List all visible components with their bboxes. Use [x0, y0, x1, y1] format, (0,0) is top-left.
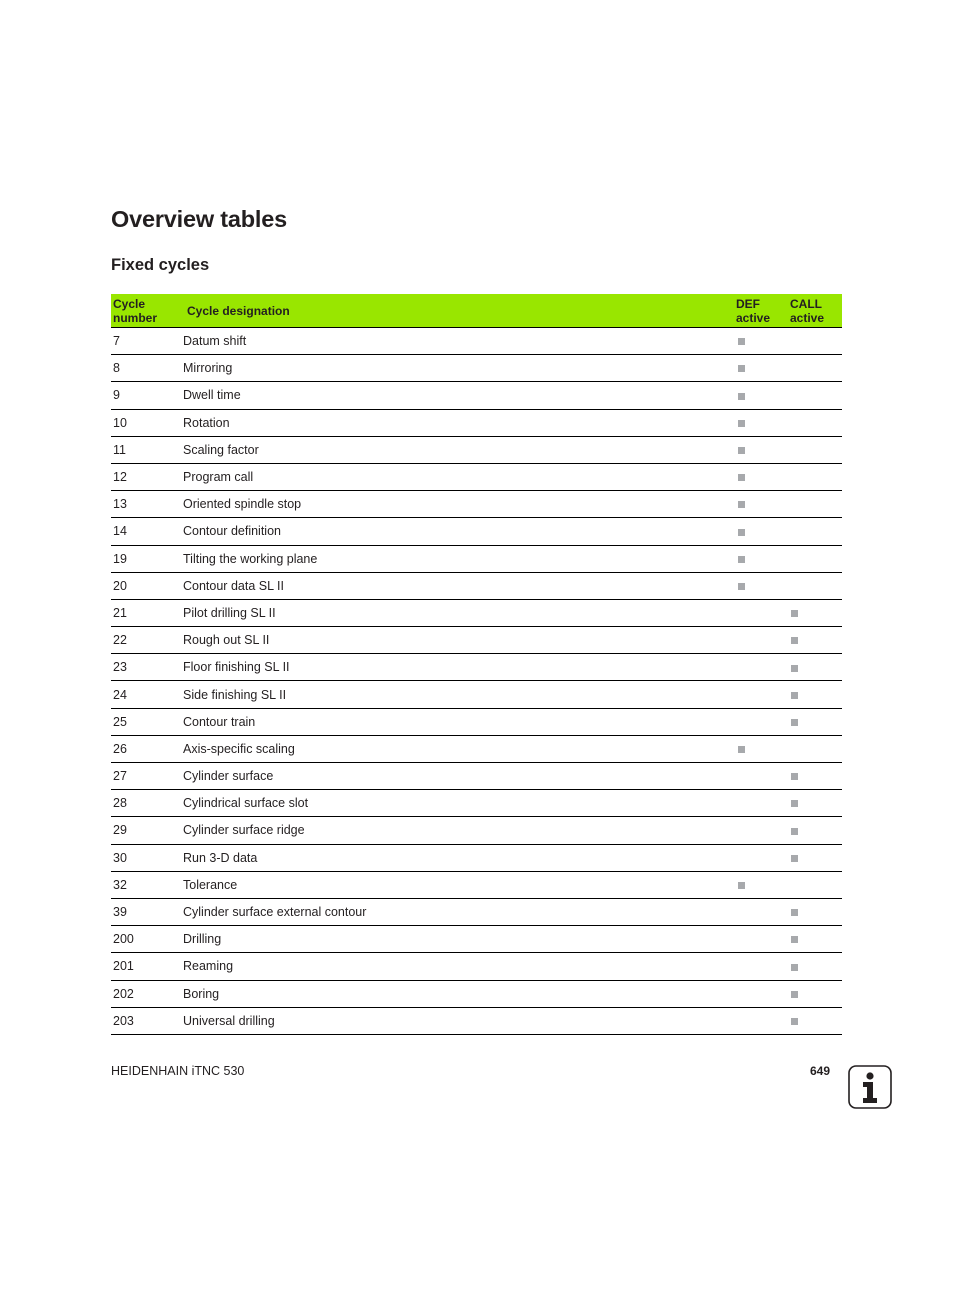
- call-active-cell: [788, 681, 842, 708]
- def-active-cell: [734, 926, 788, 953]
- active-marker-icon: [791, 692, 798, 699]
- cycle-number: 20: [111, 572, 182, 599]
- table-row: [111, 898, 842, 925]
- def-active-cell: [734, 708, 788, 735]
- table-row: [111, 871, 842, 898]
- active-marker-icon: [791, 991, 798, 998]
- call-active-cell: [788, 898, 842, 925]
- cycle-number: 22: [111, 627, 182, 654]
- cycle-designation: Cylinder surface: [182, 763, 734, 790]
- active-marker-icon: [738, 420, 745, 427]
- table-row: [111, 328, 842, 355]
- def-active-cell: [734, 328, 788, 355]
- call-active-cell: [788, 763, 842, 790]
- call-active-cell: [788, 518, 842, 545]
- active-marker-icon: [738, 556, 745, 563]
- fixed-cycles-table: [111, 294, 842, 1035]
- table-row: [111, 545, 842, 572]
- cycle-designation: Program call: [182, 463, 734, 490]
- call-active-cell: [788, 980, 842, 1007]
- table-row: [111, 491, 842, 518]
- table-row: [111, 953, 842, 980]
- cycle-number: 27: [111, 763, 182, 790]
- call-active-cell: [788, 328, 842, 355]
- def-active-cell: [734, 953, 788, 980]
- def-active-cell: [734, 518, 788, 545]
- def-active-cell: [734, 980, 788, 1007]
- cycle-designation: Axis-specific scaling: [182, 735, 734, 762]
- def-active-cell: [734, 1007, 788, 1034]
- call-active-cell: [788, 463, 842, 490]
- header-def-line1: DEF: [736, 296, 760, 311]
- cycle-number: 8: [111, 355, 182, 382]
- active-marker-icon: [791, 610, 798, 617]
- call-active-cell: [788, 409, 842, 436]
- table-row: [111, 572, 842, 599]
- cycle-number: 30: [111, 844, 182, 871]
- header-call-line1: CALL: [790, 296, 822, 311]
- header-def-line2: active: [736, 310, 771, 325]
- footer-product-name: HEIDENHAIN iTNC 530: [111, 1064, 245, 1078]
- def-active-cell: [734, 871, 788, 898]
- active-marker-icon: [791, 637, 798, 644]
- header-call-line2: active: [790, 310, 825, 325]
- table-row: [111, 708, 842, 735]
- active-marker-icon: [791, 1018, 798, 1025]
- cycle-designation: Contour data SL II: [182, 572, 734, 599]
- cycle-number: 28: [111, 790, 182, 817]
- active-marker-icon: [738, 583, 745, 590]
- def-active-cell: [734, 763, 788, 790]
- cycle-number: 13: [111, 491, 182, 518]
- active-marker-icon: [738, 746, 745, 753]
- page-title: Overview tables: [111, 206, 287, 232]
- def-active-cell: [734, 844, 788, 871]
- call-active-cell: [788, 953, 842, 980]
- active-marker-icon: [738, 338, 745, 345]
- def-active-cell: [734, 627, 788, 654]
- cycle-designation: Oriented spindle stop: [182, 491, 734, 518]
- call-active-cell: [788, 627, 842, 654]
- call-active-cell: [788, 708, 842, 735]
- def-active-cell: [734, 735, 788, 762]
- active-marker-icon: [791, 936, 798, 943]
- active-marker-icon: [738, 882, 745, 889]
- def-active-cell: [734, 382, 788, 409]
- table-row: [111, 436, 842, 463]
- call-active-cell: [788, 844, 842, 871]
- cycle-designation: Drilling: [182, 926, 734, 953]
- def-active-cell: [734, 572, 788, 599]
- cycle-number: 7: [111, 328, 182, 355]
- call-active-cell: [788, 382, 842, 409]
- active-marker-icon: [738, 447, 745, 454]
- cycle-number: 39: [111, 898, 182, 925]
- table-header-row: [111, 294, 842, 328]
- cycle-number: 201: [111, 953, 182, 980]
- def-active-cell: [734, 436, 788, 463]
- cycle-designation: Side finishing SL II: [182, 681, 734, 708]
- call-active-cell: [788, 926, 842, 953]
- cycle-designation: Run 3-D data: [182, 844, 734, 871]
- active-marker-icon: [791, 719, 798, 726]
- table-row: [111, 735, 842, 762]
- active-marker-icon: [791, 855, 798, 862]
- table-row: [111, 627, 842, 654]
- header-def-active: [734, 294, 788, 328]
- def-active-cell: [734, 463, 788, 490]
- call-active-cell: [788, 871, 842, 898]
- table-row: [111, 409, 842, 436]
- active-marker-icon: [791, 828, 798, 835]
- cycle-designation: Tolerance: [182, 871, 734, 898]
- cycle-designation: Floor finishing SL II: [182, 654, 734, 681]
- table-row: [111, 463, 842, 490]
- def-active-cell: [734, 599, 788, 626]
- def-active-cell: [734, 409, 788, 436]
- cycle-number: 200: [111, 926, 182, 953]
- cycle-designation: Cylindrical surface slot: [182, 790, 734, 817]
- cycle-designation: Contour train: [182, 708, 734, 735]
- cycle-designation: Contour definition: [182, 518, 734, 545]
- cycle-number: 26: [111, 735, 182, 762]
- cycle-number: 24: [111, 681, 182, 708]
- call-active-cell: [788, 599, 842, 626]
- cycle-number: 32: [111, 871, 182, 898]
- table-row: [111, 654, 842, 681]
- section-title: Fixed cycles: [111, 256, 210, 274]
- cycle-number: 11: [111, 436, 182, 463]
- table-row: [111, 790, 842, 817]
- cycle-number: 9: [111, 382, 182, 409]
- header-cycle-designation: Cycle designation: [182, 294, 734, 328]
- def-active-cell: [734, 681, 788, 708]
- table-row: [111, 817, 842, 844]
- def-active-cell: [734, 898, 788, 925]
- cycle-number: 19: [111, 545, 182, 572]
- cycle-number: 21: [111, 599, 182, 626]
- active-marker-icon: [791, 909, 798, 916]
- def-active-cell: [734, 790, 788, 817]
- def-active-cell: [734, 491, 788, 518]
- page-number: 649: [809, 1064, 830, 1078]
- info-icon: [848, 1065, 892, 1109]
- def-active-cell: [734, 654, 788, 681]
- table-row: [111, 1007, 842, 1034]
- cycle-designation: Cylinder surface external contour: [182, 898, 734, 925]
- active-marker-icon: [791, 773, 798, 780]
- table-row: [111, 763, 842, 790]
- cycle-number: 12: [111, 463, 182, 490]
- active-marker-icon: [791, 665, 798, 672]
- table-row: [111, 681, 842, 708]
- active-marker-icon: [738, 529, 745, 536]
- cycle-designation: Pilot drilling SL II: [182, 599, 734, 626]
- call-active-cell: [788, 735, 842, 762]
- cycle-designation: Tilting the working plane: [182, 545, 734, 572]
- cycle-number: 25: [111, 708, 182, 735]
- active-marker-icon: [791, 800, 798, 807]
- def-active-cell: [734, 817, 788, 844]
- def-active-cell: [734, 545, 788, 572]
- cycle-number: 10: [111, 409, 182, 436]
- call-active-cell: [788, 790, 842, 817]
- active-marker-icon: [738, 474, 745, 481]
- cycle-designation: Universal drilling: [182, 1007, 734, 1034]
- def-active-cell: [734, 355, 788, 382]
- cycle-designation: Scaling factor: [182, 436, 734, 463]
- cycle-designation: Boring: [182, 980, 734, 1007]
- cycle-designation: Rough out SL II: [182, 627, 734, 654]
- cycle-number: 202: [111, 980, 182, 1007]
- call-active-cell: [788, 654, 842, 681]
- call-active-cell: [788, 491, 842, 518]
- table-row: [111, 980, 842, 1007]
- active-marker-icon: [738, 501, 745, 508]
- table-body: [111, 328, 842, 1035]
- table-row: [111, 599, 842, 626]
- call-active-cell: [788, 355, 842, 382]
- cycle-number: 203: [111, 1007, 182, 1034]
- active-marker-icon: [738, 365, 745, 372]
- cycle-designation: Cylinder surface ridge: [182, 817, 734, 844]
- table-row: [111, 382, 842, 409]
- cycle-designation: Rotation: [182, 409, 734, 436]
- cycle-designation: Dwell time: [182, 382, 734, 409]
- call-active-cell: [788, 817, 842, 844]
- cycle-number: 29: [111, 817, 182, 844]
- cycle-designation: Reaming: [182, 953, 734, 980]
- header-cycle-number-line2: number: [113, 310, 158, 325]
- cycle-designation: Mirroring: [182, 355, 734, 382]
- cycle-designation: Datum shift: [182, 328, 734, 355]
- active-marker-icon: [791, 964, 798, 971]
- cycle-number: 23: [111, 654, 182, 681]
- call-active-cell: [788, 545, 842, 572]
- header-cycle-number: [111, 294, 182, 328]
- table-row: [111, 926, 842, 953]
- cycle-number: 14: [111, 518, 182, 545]
- table-row: [111, 844, 842, 871]
- call-active-cell: [788, 436, 842, 463]
- table-row: [111, 355, 842, 382]
- call-active-cell: [788, 572, 842, 599]
- active-marker-icon: [738, 393, 745, 400]
- call-active-cell: [788, 1007, 842, 1034]
- header-call-active: [788, 294, 842, 328]
- header-cycle-number-line1: Cycle: [113, 296, 146, 311]
- table-row: [111, 518, 842, 545]
